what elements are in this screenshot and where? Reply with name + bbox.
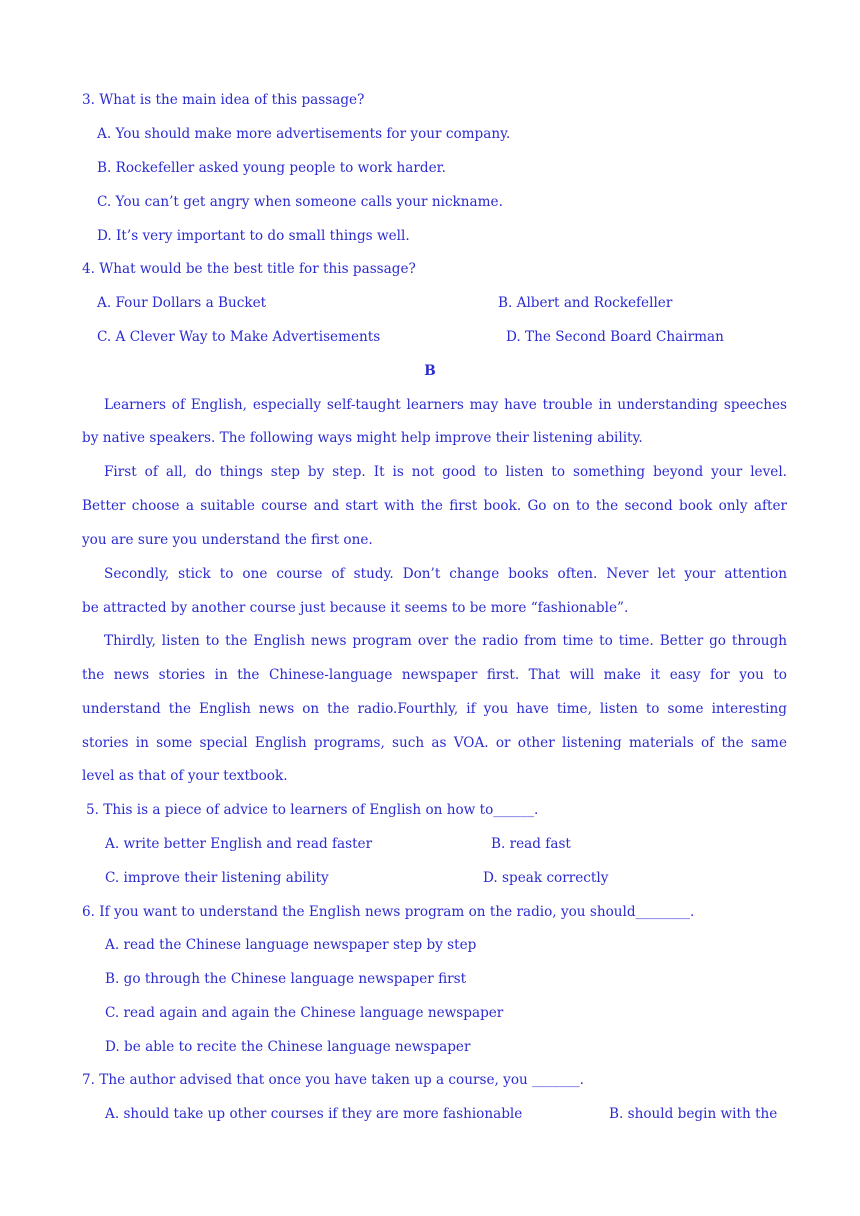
question-4-option-c: C. A Clever Way to Make Advertisements: [97, 329, 381, 345]
question-3-option-c: C. You can’t get angry when someone calls your nickname.: [97, 194, 503, 210]
question-3-option-d: D. It’s very important to do small things well.: [97, 228, 410, 244]
paragraph-1-line-1: Learners of English, especially self-taught learners may have trouble in understanding speeches: [104, 397, 787, 413]
question-6-option-d: D. be able to recite the Chinese language newspaper: [105, 1039, 471, 1055]
paragraph-2-line-2: Better choose a suitable course and start with the first book. Go on to the second book only after: [82, 498, 787, 514]
question-6: 6. If you want to understand the English news program on the radio, you should________.: [82, 904, 695, 920]
paragraph-3-line-2: be attracted by another course just because it seems to be more “fashionable”.: [82, 600, 629, 616]
question-5-option-b: B. read fast: [491, 836, 571, 852]
paragraph-1-line-2: by native speakers. The following ways might help improve their listening ability.: [82, 430, 643, 446]
question-7: 7. The author advised that once you have taken up a course, you _______.: [82, 1072, 584, 1088]
paragraph-2-line-1: First of all, do things step by step. It is not good to listen to something beyond your level.: [104, 464, 787, 480]
question-5-option-c: C. improve their listening ability: [105, 870, 329, 886]
paragraph-4-line-5: level as that of your textbook.: [82, 768, 288, 784]
question-6-option-a: A. read the Chinese language newspaper step by step: [105, 937, 477, 953]
question-7-option-b: B. should begin with the: [609, 1106, 778, 1122]
question-6-option-c: C. read again and again the Chinese language newspaper: [105, 1005, 504, 1021]
paragraph-4-line-1: Thirdly, listen to the English news program over the radio from time to time. Better go through: [104, 633, 787, 649]
paragraph-4-line-3: understand the English news on the radio.Fourthly, if you have time, listen to some interesting: [82, 701, 787, 717]
question-5: 5. This is a piece of advice to learners of English on how to______.: [86, 802, 539, 818]
question-7-option-a: A. should take up other courses if they are more fashionable: [105, 1106, 523, 1122]
question-3-option-b: B. Rockefeller asked young people to work harder.: [97, 160, 446, 176]
question-4-option-b: B. Albert and Rockefeller: [498, 295, 673, 311]
question-5-option-a: A. write better English and read faster: [105, 836, 373, 852]
question-4: 4. What would be the best title for this passage?: [82, 261, 416, 277]
paragraph-2-line-3: you are sure you understand the first one.: [82, 532, 373, 548]
question-3: 3. What is the main idea of this passage?: [82, 92, 365, 108]
paragraph-4-line-2: the news stories in the Chinese-language newspaper first. That will make it easy for you to: [82, 667, 787, 683]
question-6-option-b: B. go through the Chinese language newspaper first: [105, 971, 467, 987]
question-5-option-d: D. speak correctly: [483, 870, 609, 886]
question-4-option-d: D. The Second Board Chairman: [506, 329, 724, 345]
paragraph-4-line-4: stories in some special English programs, such as VOA. or other listening materials of the same: [82, 735, 787, 751]
question-3-option-a: A. You should make more advertisements for your company.: [97, 126, 511, 142]
paragraph-3-line-1: Secondly, stick to one course of study. Don’t change books often. Never let your attention: [104, 566, 787, 582]
question-4-option-a: A. Four Dollars a Bucket: [97, 295, 267, 311]
section-heading: B: [424, 363, 436, 379]
